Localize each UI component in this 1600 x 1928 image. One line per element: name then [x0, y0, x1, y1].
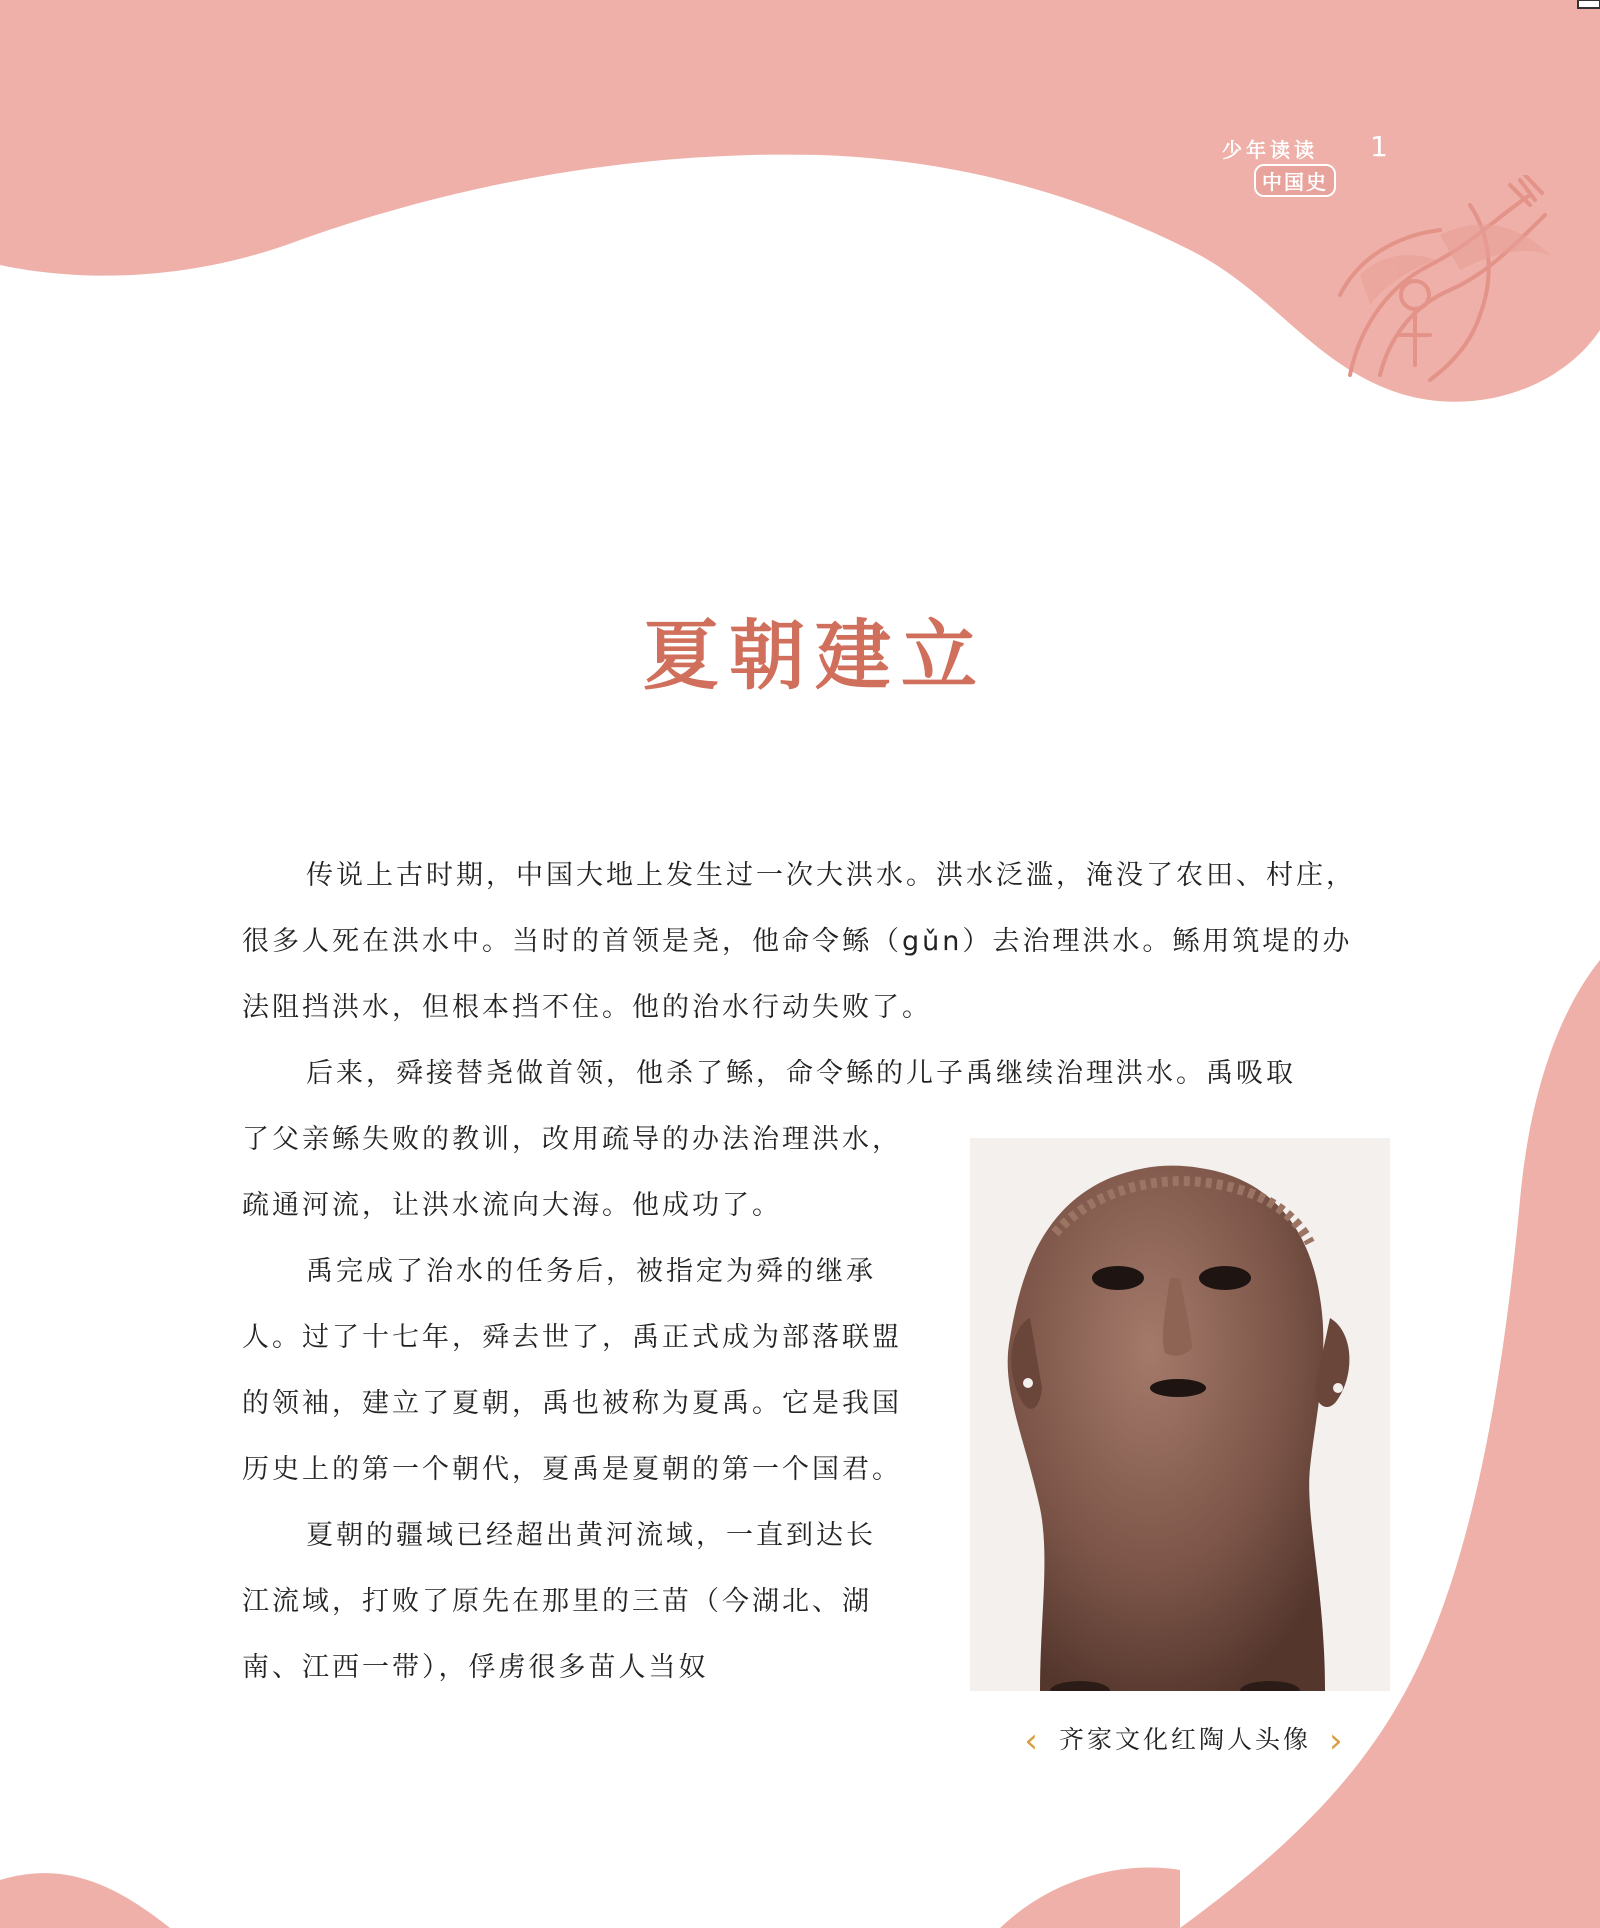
paragraph-2-line1-text: 后来，舜接替尧做首领，他杀了鲧，命令鲧的儿子禹继续治理洪水。禹吸取: [306, 1058, 1296, 1089]
caption-left-chevron-icon: ‹: [1024, 1721, 1041, 1761]
caption-right-chevron-icon: ›: [1329, 1721, 1346, 1761]
clay-head-image: [970, 1138, 1390, 1691]
paragraph-3: 禹完成了治水的任务后，被指定为舜的继承人。过了十七年，舜去世了，禹正式成为部落联盟的领袖，建立了夏朝，禹也被称为夏禹。它是我国历史上的第一个朝代，夏禹是夏朝的第一个国君。: [242, 1256, 902, 1485]
chapter-title: 夏朝建立: [643, 611, 987, 700]
text-column: [242, 1107, 902, 1701]
paragraph-4: 夏朝的疆域已经超出黄河流域，一直到达长江流域，打败了原先在那里的三苗（今湖北、湖南、江西一带），俘虏很多苗人当奴: [242, 1520, 876, 1683]
series-name-top: 少年读读: [1222, 138, 1318, 162]
figure-photo: [970, 1138, 1390, 1691]
paragraph-1: [242, 843, 1382, 1041]
figure-caption: [1000, 1720, 1370, 1761]
caption-text: 齐家文化红陶人头像: [1058, 1725, 1311, 1754]
mural-decoration: [1320, 175, 1560, 395]
series-name-bottom: 中国史: [1254, 164, 1336, 197]
page-number: 1: [1370, 130, 1388, 163]
paragraph-2-first-line: [242, 1041, 1382, 1107]
paragraph-1-text: 传说上古时期，中国大地上发生过一次大洪水。洪水泛滥，淹没了农田、村庄，很多人死在洪水中。当时的首领是尧，他命令鲧（gǔn）去治理洪水。鲧用筑堤的办法阻挡洪水，但根本挡不住。他的治水行动失败了。: [242, 860, 1356, 1023]
series-logo: [1218, 128, 1368, 198]
paragraph-2-rest: 了父亲鲧失败的教训，改用疏导的办法治理洪水，疏通河流，让洪水流向大海。他成功了。: [242, 1124, 902, 1221]
